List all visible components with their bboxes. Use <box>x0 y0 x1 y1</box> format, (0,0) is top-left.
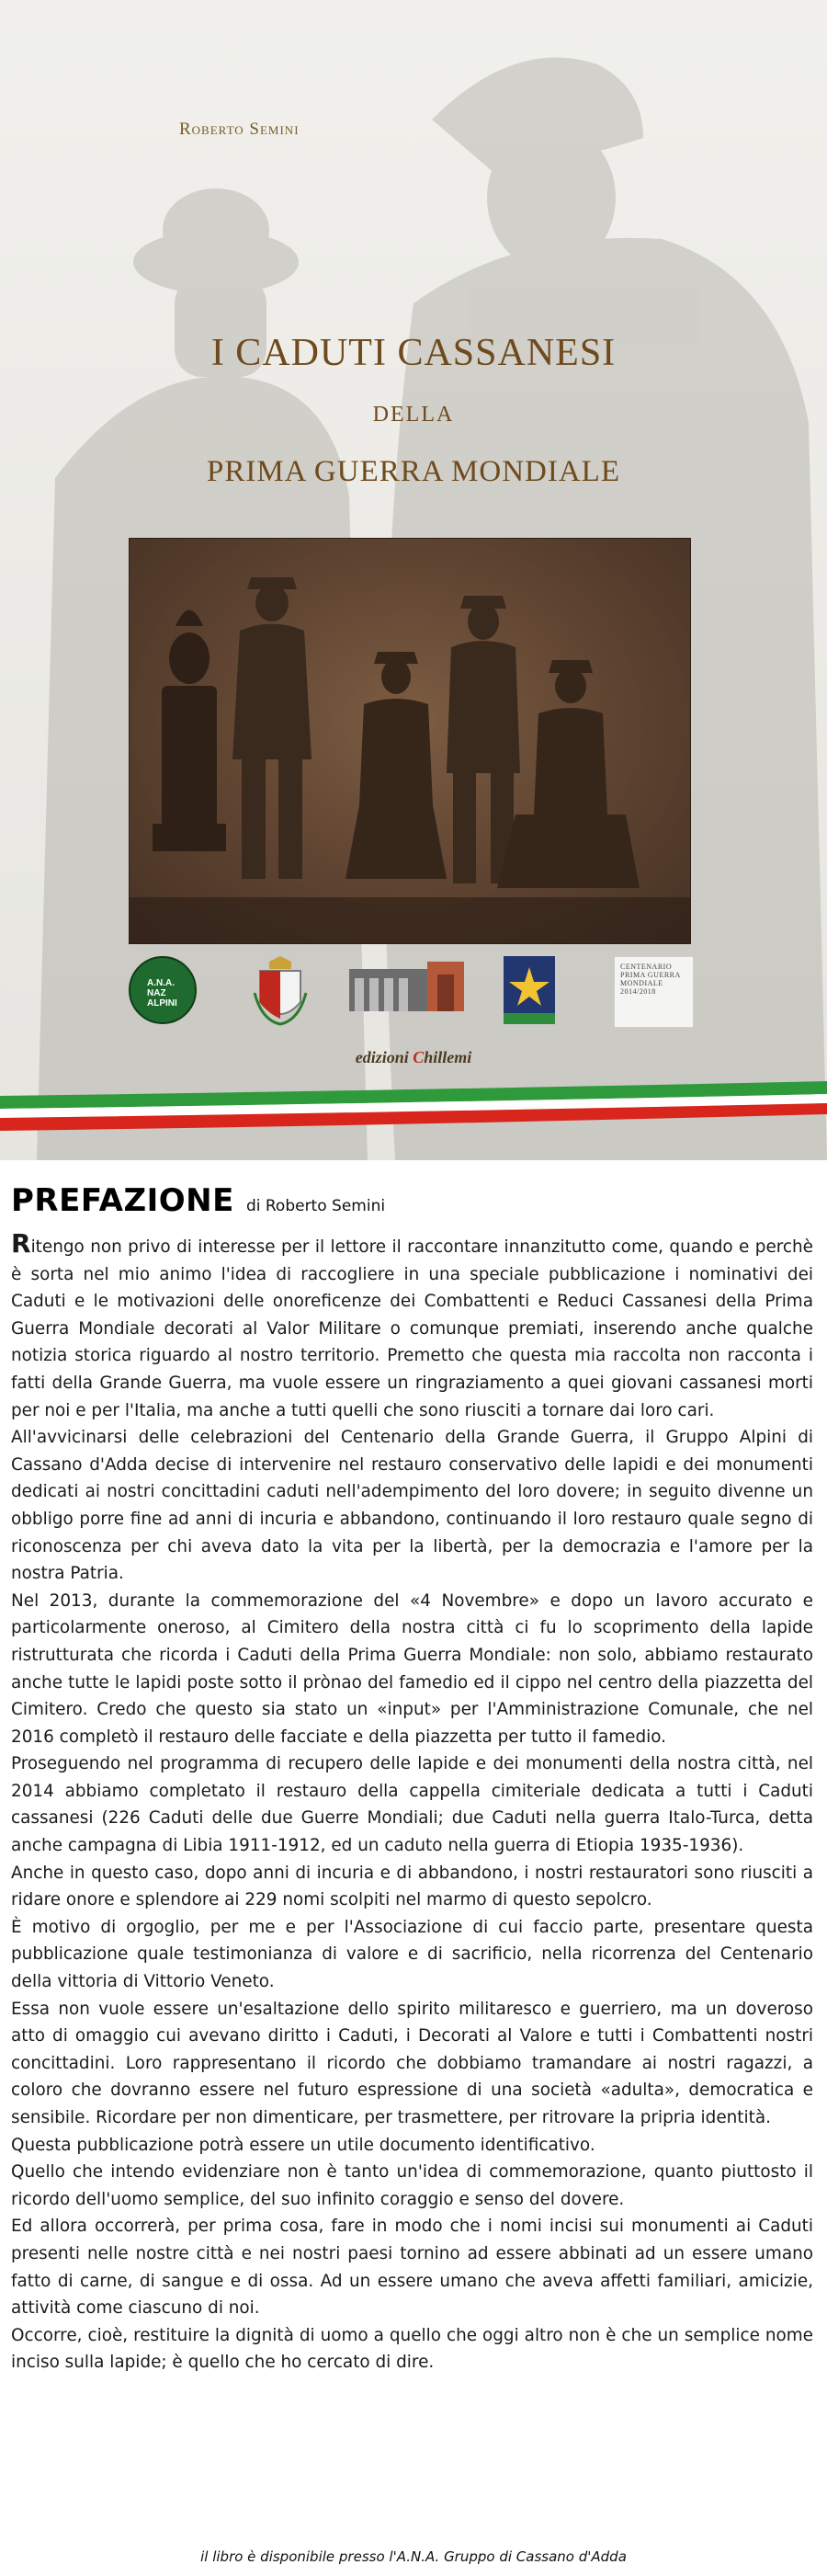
preface-paragraph: Anche in questo caso, dopo anni di incuria e di abbandono, i nostri restauratori sono riusciti a ridare onore e splendore ai 229 nomi scolpiti nel marmo di questo sepolcro. <box>11 1863 813 1910</box>
cover-author: Roberto Semini <box>179 120 300 139</box>
comune-coat-of-arms-logo <box>253 956 308 1028</box>
preface-title: PREFAZIONE <box>11 1182 234 1219</box>
preface-dropcap: R <box>11 1228 31 1259</box>
cover-publisher <box>0 1048 827 1067</box>
footer-availability-note: il libro è disponibile presso l'A.N.A. Gruppo di Cassano d'Adda <box>200 2548 627 2565</box>
preface-paragraph: All'avvicinarsi delle celebrazioni del Centenario della Grande Guerra, il Gruppo Alpini di Cassano d'Adda decise di intervenire nel restauro conservativo delle lapidi e dei monumenti dedicati ai nostri concittadini caduti nell'adempimento del loro dovere; in seguito divenne un obbligo porre fine ad anni di incuria e abbandono, continuando il loro restauro quale segno di riconoscenza per chi aveva dato la vita per la libertà, per la democrazia e l'amore per la nostra Patria. <box>11 1428 813 1584</box>
publisher-prefix: edizioni <box>355 1048 414 1066</box>
ana-alpini-logo-text: A.N.A. NAZ ALPINI <box>147 978 177 1009</box>
publisher-rest: hillemi <box>424 1048 472 1066</box>
preface-paragraph-text: itengo non privo di interesse per il lettore il raccontare innanzitutto come, quando e perchè è sorta nel mio animo l'idea di raccogliere in una speciale pubblicazione i nominativi dei Caduti e le motivazioni delle onoreficenze dei Combattenti e Reduci Cassanesi della Prima Guerra Mondiale decorati al Valor Militare o comunque premiati, inserendo anche qualche notizia storica riguardo al nostro territorio. Premetto che questa mia raccolta non racconta i fatti della Grande Guerra, ma vuole essere un ringraziamento a quei giovani cassanesi morti per noi e per l'Italia, ma anche a tutti quelli che sono riusciti a tornare dai loro cari. <box>11 1237 813 1420</box>
group-photo-soldiers <box>130 539 690 943</box>
preface-paragraph: È motivo di orgoglio, per me e per l'Associazione di cui faccio parte, presentare questa pubblicazione quale testimonianza di valore e di sacrificio, nella ricorrenza del Centenario della vittoria di Vittorio Veneto. <box>11 1917 813 1992</box>
cover-title-line-2: DELLA <box>372 403 455 427</box>
cover-logos <box>0 956 827 1030</box>
preface-paragraph: Proseguendo nel programma di recupero delle lapide e dei monumenti della nostra città, nel 2014 abbiamo completato il restauro della cappella cimiteriale dedicata a tutti i Caduti cassanesi (226 Caduti delle due Guerre Mondiali; due Caduti nella guerra Italo-Turca, detta anche campagna di Libia 1911-1912, ed un caduto nella guerra di Etiopia 1935-1936). <box>11 1754 813 1856</box>
cover-title-line-3: PRIMA GUERRA MONDIALE <box>206 455 621 488</box>
gruppo-monument-logo <box>349 956 469 1020</box>
centenario-logo <box>614 956 694 1028</box>
ana-alpini-logo <box>129 956 197 1024</box>
preface-paragraph: Questa pubblicazione potrà essere un utile documento identificativo. <box>11 2135 595 2155</box>
cover-title-line-1: I CADUTI CASSANESI <box>210 332 617 374</box>
star-emblem-logo <box>504 956 555 1024</box>
italian-flag-stripes <box>0 1076 827 1131</box>
cover-title <box>0 331 827 489</box>
preface-paragraph: Nel 2013, durante la commemorazione del «4 Novembre» e dopo un lavoro accurato e particolarmente oneroso, al Cimitero della nostra città ci fu lo scoprimento della lapide ristrutturata che ricorda i Caduti della Prima Guerra Mondiale: non solo, abbiamo restaurato anche tutte le lapidi poste sotto il prònao del famedio ed il cippo nel centro della piazzetta del Cimitero. Credo che questo sia stato un «input» per l'Amministrazione Comunale, che nel 2016 completò il restauro delle facciate e della piazzetta per tutto il famedio. <box>11 1590 813 1747</box>
preface-section <box>11 1182 813 2377</box>
preface-byline: di Roberto Semini <box>245 1197 386 1215</box>
preface-paragraph: Ed allora occorrerà, per prima cosa, fare in modo che i nomi incisi sui monumenti ai Caduti presenti nelle nostre città e nei nostri paesi tornino ad essere abbinati ad un essere umano fatto di carne, di sangue e di ossa. Ad un essere umano che aveva affetti familiari, amicizie, attività come ciascuno di noi. <box>11 2217 813 2319</box>
publisher-accent: C <box>413 1048 425 1066</box>
cover-group-photo <box>129 538 691 944</box>
preface-paragraph <box>11 1228 813 1424</box>
preface-body <box>11 1228 813 2377</box>
preface-heading <box>11 1182 813 1225</box>
preface-paragraph: Essa non vuole essere un'esaltazione dello spirito militaresco e guerriero, ma un doveroso atto di omaggio cui avevano diritto i Caduti, i Decorati al Valore e tutti i Combattenti nostri concittadini. Loro rappresentano il ricordo che dobbiamo tramandare ai nostri ragazzi, a coloro che dovranno essere nel futuro espressione di una società «adulta», democratica e sensibile. Ricordare per non dimenticare, per trasmettere, per ritrovare la pripria identità. <box>11 1999 813 2127</box>
centenario-logo-text: CENTENARIO PRIMA GUERRA MONDIALE 2014/2018 <box>620 963 681 996</box>
preface-paragraph: Quello che intendo evidenziare non è tanto un'idea di commemorazione, quanto piuttosto il ricordo dell'uomo semplice, del suo infinito coraggio e senso del dovere. <box>11 2162 813 2209</box>
preface-paragraph: Occorre, cioè, restituire la dignità di uomo a quello che oggi altro non è che un semplice nome inciso sulla lapide; è quello che ho cercato di dire. <box>11 2325 813 2373</box>
book-cover <box>0 0 827 1160</box>
